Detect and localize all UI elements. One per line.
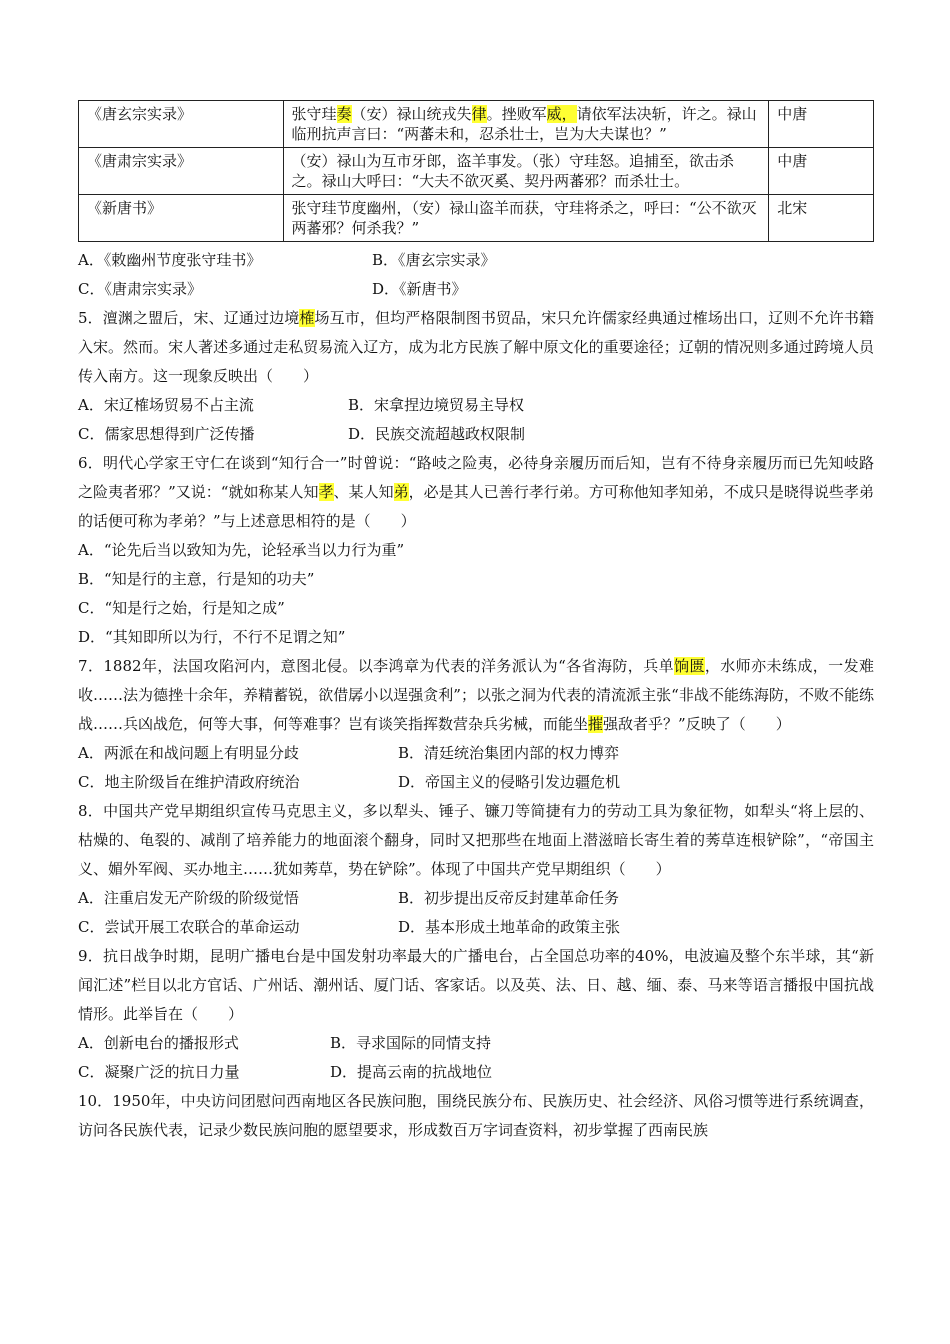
highlight: 饷匮 — [674, 657, 705, 675]
q9-options-row2 — [78, 1058, 874, 1087]
table-row — [79, 195, 874, 242]
option-b[interactable]: B．初步提出反帝反封建革命任务 — [398, 889, 620, 907]
table-row — [79, 101, 874, 148]
table-cell-source: 《唐肃宗实录》 — [79, 148, 284, 195]
option-d[interactable]: D．民族交流超越政权限制 — [348, 425, 526, 443]
option-a[interactable]: A．“论先后当以致知为先，论轻承当以力行为重” — [78, 541, 405, 559]
highlight: 孝 — [318, 483, 334, 501]
option-c[interactable]: C．地主阶级旨在维护清政府统治 — [78, 773, 300, 791]
table-cell-period: 北宋 — [769, 195, 874, 242]
option-d[interactable]: D．提高云南的抗战地位 — [330, 1063, 493, 1081]
table-row — [79, 148, 874, 195]
option-d[interactable]: D．帝国主义的侵略引发边疆危机 — [398, 773, 621, 791]
q4-options-row1 — [78, 246, 874, 275]
option-a[interactable]: A．创新电台的播报形式 — [78, 1034, 239, 1052]
option-b[interactable]: B．“知是行的主意，行是知的功夫” — [78, 570, 315, 588]
q4-options-row2 — [78, 275, 874, 304]
option-c[interactable]: C．儒家思想得到广泛传播 — [78, 425, 255, 443]
table-cell-source: 《新唐书》 — [79, 195, 284, 242]
highlight: 律 — [471, 105, 487, 123]
highlight: 奏 — [336, 105, 352, 123]
exam-page — [78, 100, 874, 1145]
option-b[interactable]: B．宋拿捏边境贸易主导权 — [348, 396, 525, 414]
q9-options-row1 — [78, 1029, 874, 1058]
option-c[interactable]: C．《唐肃宗实录》 — [78, 280, 202, 298]
option-c[interactable]: C．凝聚广泛的抗日力量 — [78, 1063, 240, 1081]
q8-options-row2 — [78, 913, 874, 942]
option-a[interactable]: A．注重启发无产阶级的阶级觉悟 — [78, 889, 299, 907]
option-c[interactable]: C．尝试开展工农联合的革命运动 — [78, 918, 300, 936]
source-table — [78, 100, 874, 242]
option-c[interactable]: C．“知是行之始，行是知之成” — [78, 599, 285, 617]
q8-options-row1 — [78, 884, 874, 913]
option-b[interactable]: B．清廷统治集团内部的权力博弈 — [398, 744, 620, 762]
q7-options-row1 — [78, 739, 874, 768]
question-8-stem: 8．中国共产党早期组织宣传马克思主义，多以犁头、锤子、镰刀等简捷有力的劳动工具为象征物，如犁头“将上层的、枯燥的、龟裂的、减削了培养能力的地面滚个翻身，同时又把那些在地面上潜滋暗长寄生着的莠草连根铲除”，“帝国主义、媚外军阀、买办地主……犹如莠草，势在铲除”。体现了中国共产党早期组织（ ） — [78, 802, 874, 878]
highlight: 榷 — [299, 309, 315, 327]
q7-options-row2 — [78, 768, 874, 797]
option-a[interactable]: A．两派在和战问题上有明显分歧 — [78, 744, 299, 762]
option-d[interactable]: D．“其知即所以为行，不行不足谓之知” — [78, 628, 346, 646]
table-cell-source: 《唐玄宗实录》 — [79, 101, 284, 148]
highlight: 威， — [546, 105, 577, 123]
question-7-stem: 7．1882年，法国攻陷河内，意图北侵。以李鸿章为代表的洋务派认为“各省海防，兵单饷匮，水师亦未练成，一发难收……法为德挫十余年，养精蓄锐，欲借孱小以逞强贪利”；以张之洞为代表的清流派主张“非战不能练海防，不败不能练战……兵凶战危，何等大事，何等难事？岂有谈笑指挥数营杂兵劣械，而能坐摧强敌者乎？”反映了（ ） — [78, 657, 874, 733]
highlight: 摧 — [588, 715, 604, 733]
table-cell-period: 中唐 — [769, 101, 874, 148]
question-5-stem: 5．澶渊之盟后，宋、辽通过边境榷场互市，但均严格限制图书贸品，宋只允许儒家经典通过榷场出口，辽则不允许书籍入宋。然而。宋人著述多通过走私贸易流入辽方，成为北方民族了解中原文化的重要途径；辽朝的情况则多通过跨境人员传入南方。这一现象反映出（ ） — [78, 309, 874, 385]
table-cell-content: 张守珪节度幽州，（安）禄山盗羊而获，守珪将杀之，呼曰：“公不欲灭两蕃邪？何杀我？” — [283, 195, 769, 242]
table-cell-period: 中唐 — [769, 148, 874, 195]
question-9-stem: 9．抗日战争时期，昆明广播电台是中国发射功率最大的广播电台，占全国总功率的40%，电波遍及整个东半球，其“新闻汇述”栏目以北方官话、广州话、潮州话、厦门话、客家话。以及英、法、日、越、缅、泰、马来等语言播报中国抗战情形。此举旨在（ ） — [78, 947, 874, 1023]
question-10-stem: 10．1950年，中央访问团慰问西南地区各民族问胞，围绕民族分布、民族历史、社会经济、风俗习惯等进行系统调查，访问各民族代表，记录少数民族问胞的愿望要求，形成数百万字词查资料，初步掌握了西南民族 — [78, 1092, 874, 1139]
option-a[interactable]: A．《敕幽州节度张守珪书》 — [78, 251, 262, 269]
option-d[interactable]: D．基本形成土地革命的政策主张 — [398, 918, 621, 936]
table-cell-content: （安）禄山为互市牙郎，盗羊事发。（张）守珪怒。追捕至，欲击杀之。禄山大呼曰：“大夫不欲灭奚、契丹两蕃邪？而杀壮士。 — [283, 148, 769, 195]
question-6-stem: 6．明代心学家王守仁在谈到“知行合一”时曾说：“路岐之险夷，必待身亲履历而后知，岂有不待身亲履历而已先知岐路之险夷者邪？”又说：“就如称某人知孝、某人知弟，必是其人已善行孝行弟。方可称他知孝知弟，不成只是晓得说些孝弟的话便可称为孝弟？”与上述意思相符的是（ ） — [78, 454, 874, 530]
option-b[interactable]: B．《唐玄宗实录》 — [372, 251, 496, 269]
q5-options-row2 — [78, 420, 874, 449]
table-cell-content: 张守珪奏（安）禄山统戎失律。挫败军威，请依军法决斩，许之。禄山临刑抗声言曰：“两蕃未和，忍杀壮士，岂为大夫谋也？” — [283, 101, 769, 148]
q5-options-row1 — [78, 391, 874, 420]
highlight: 弟 — [393, 483, 409, 501]
option-d[interactable]: D．《新唐书》 — [372, 280, 467, 298]
option-a[interactable]: A．宋辽榷场贸易不占主流 — [78, 396, 254, 414]
option-b[interactable]: B．寻求国际的同情支持 — [330, 1034, 492, 1052]
